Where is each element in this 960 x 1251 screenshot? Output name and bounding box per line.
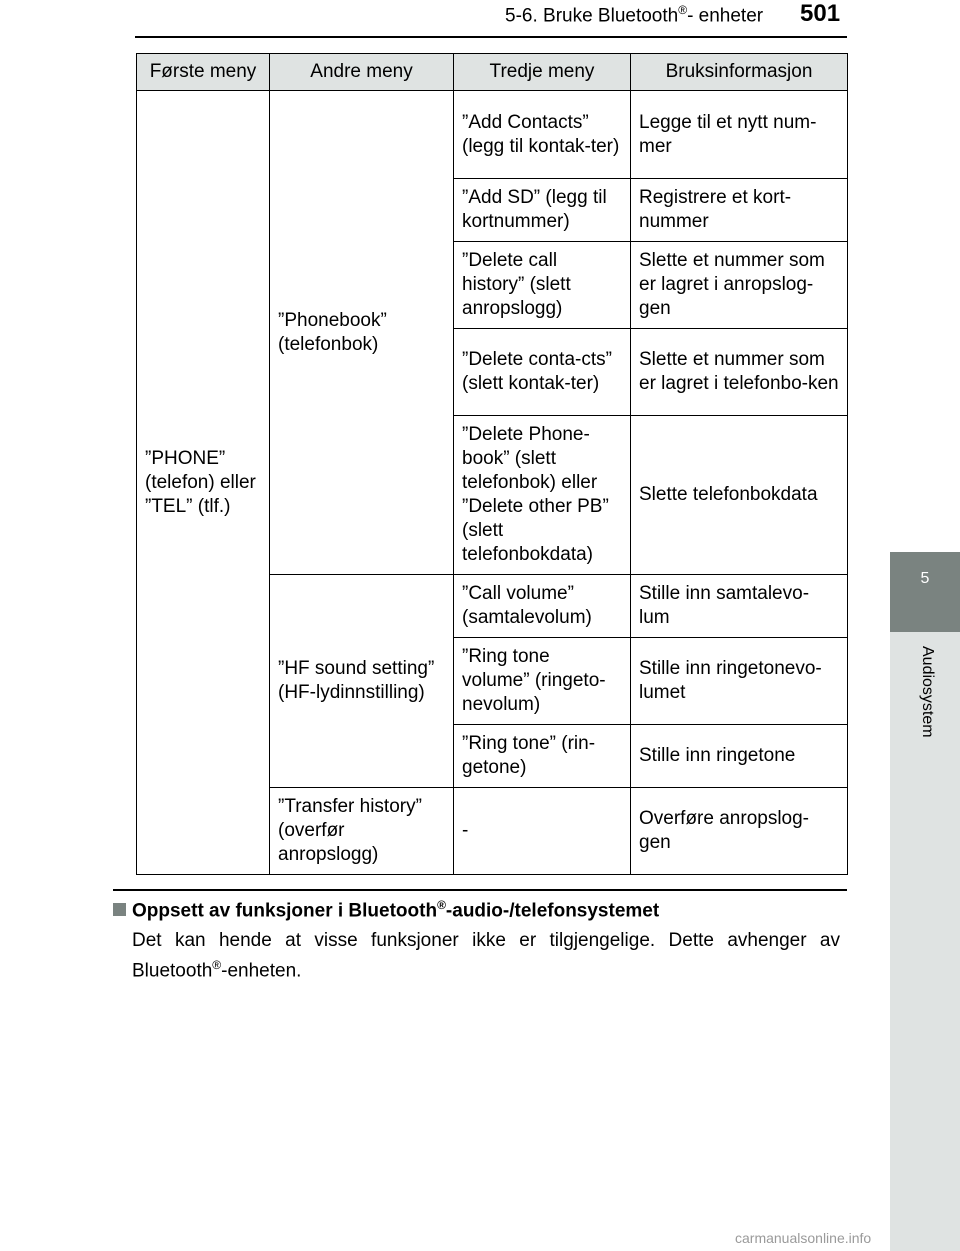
chapter-label: Audiosystem [919, 646, 936, 738]
third-menu-cell: ”Ring tone” (rin-getone) [454, 725, 631, 788]
usage-info-cell: Overføre anropslog-gen [631, 788, 848, 875]
watermark: carmanualsonline.info [735, 1230, 872, 1246]
column-header-first-menu: Første meny [137, 54, 270, 91]
column-header-second-menu: Andre meny [270, 54, 454, 91]
chapter-tab[interactable] [890, 552, 960, 632]
section-title: 5-6. Bruke Bluetooth®- enheter [505, 3, 764, 27]
header-divider [135, 36, 847, 38]
third-menu-cell: ”Add Contacts” (legg til kontak-ter) [454, 91, 631, 179]
page-header [0, 0, 960, 40]
second-menu-cell: ”Transfer history” (overfør anropslogg) [270, 788, 454, 875]
third-menu-cell: ”Delete Phone-book” (slett telefonbok) eller ”Delete other PB” (slett telefonbokdata) [454, 416, 631, 575]
second-menu-cell: ”HF sound setting” (HF-lydinnstilling) [270, 575, 454, 788]
heading-square-icon [113, 903, 126, 916]
third-menu-cell: ”Call volume” (samtalevolum) [454, 575, 631, 638]
usage-info-cell: Slette et nummer som er lagret i anropslog-gen [631, 242, 848, 329]
chapter-number: 5 [920, 570, 930, 587]
usage-info-cell: Stille inn ringetone [631, 725, 848, 788]
third-menu-cell: - [454, 788, 631, 875]
subsection-heading: Oppsett av funksjoner i Bluetooth®-audio-/telefonsystemet [113, 898, 659, 922]
section-divider [113, 889, 847, 891]
menu-table [136, 53, 848, 875]
usage-info-cell: Registrere et kort-nummer [631, 179, 848, 242]
second-menu-cell: ”Phonebook” (telefonbok) [270, 91, 454, 575]
third-menu-cell: ”Add SD” (legg til kortnummer) [454, 179, 631, 242]
usage-info-cell: Slette et nummer som er lagret i telefonbo-ken [631, 329, 848, 416]
column-header-third-menu: Tredje meny [454, 54, 631, 91]
third-menu-cell: ”Delete call history” (slett anropslogg) [454, 242, 631, 329]
third-menu-cell: ”Ring tone volume” (ringeto-nevolum) [454, 638, 631, 725]
usage-info-cell: Stille inn ringetonevo-lumet [631, 638, 848, 725]
first-menu-cell: ”PHONE” (telefon) eller ”TEL” (tlf.) [137, 91, 270, 875]
page-number: 501 [800, 0, 841, 27]
usage-info-cell: Legge til et nytt num-mer [631, 91, 848, 179]
third-menu-cell: ”Delete conta-cts” (slett kontak-ter) [454, 329, 631, 416]
column-header-usage-info: Bruksinformasjon [631, 54, 848, 91]
table-row [137, 91, 848, 179]
table-header-row [137, 54, 848, 91]
usage-info-cell: Stille inn samtalevo-lum [631, 575, 848, 638]
usage-info-cell: Slette telefonbokdata [631, 416, 848, 575]
subsection-body: Det kan hende at visse funksjoner ikke er tilgjengelige. Dette avhenger av Bluetooth®-enheten. [132, 930, 840, 982]
